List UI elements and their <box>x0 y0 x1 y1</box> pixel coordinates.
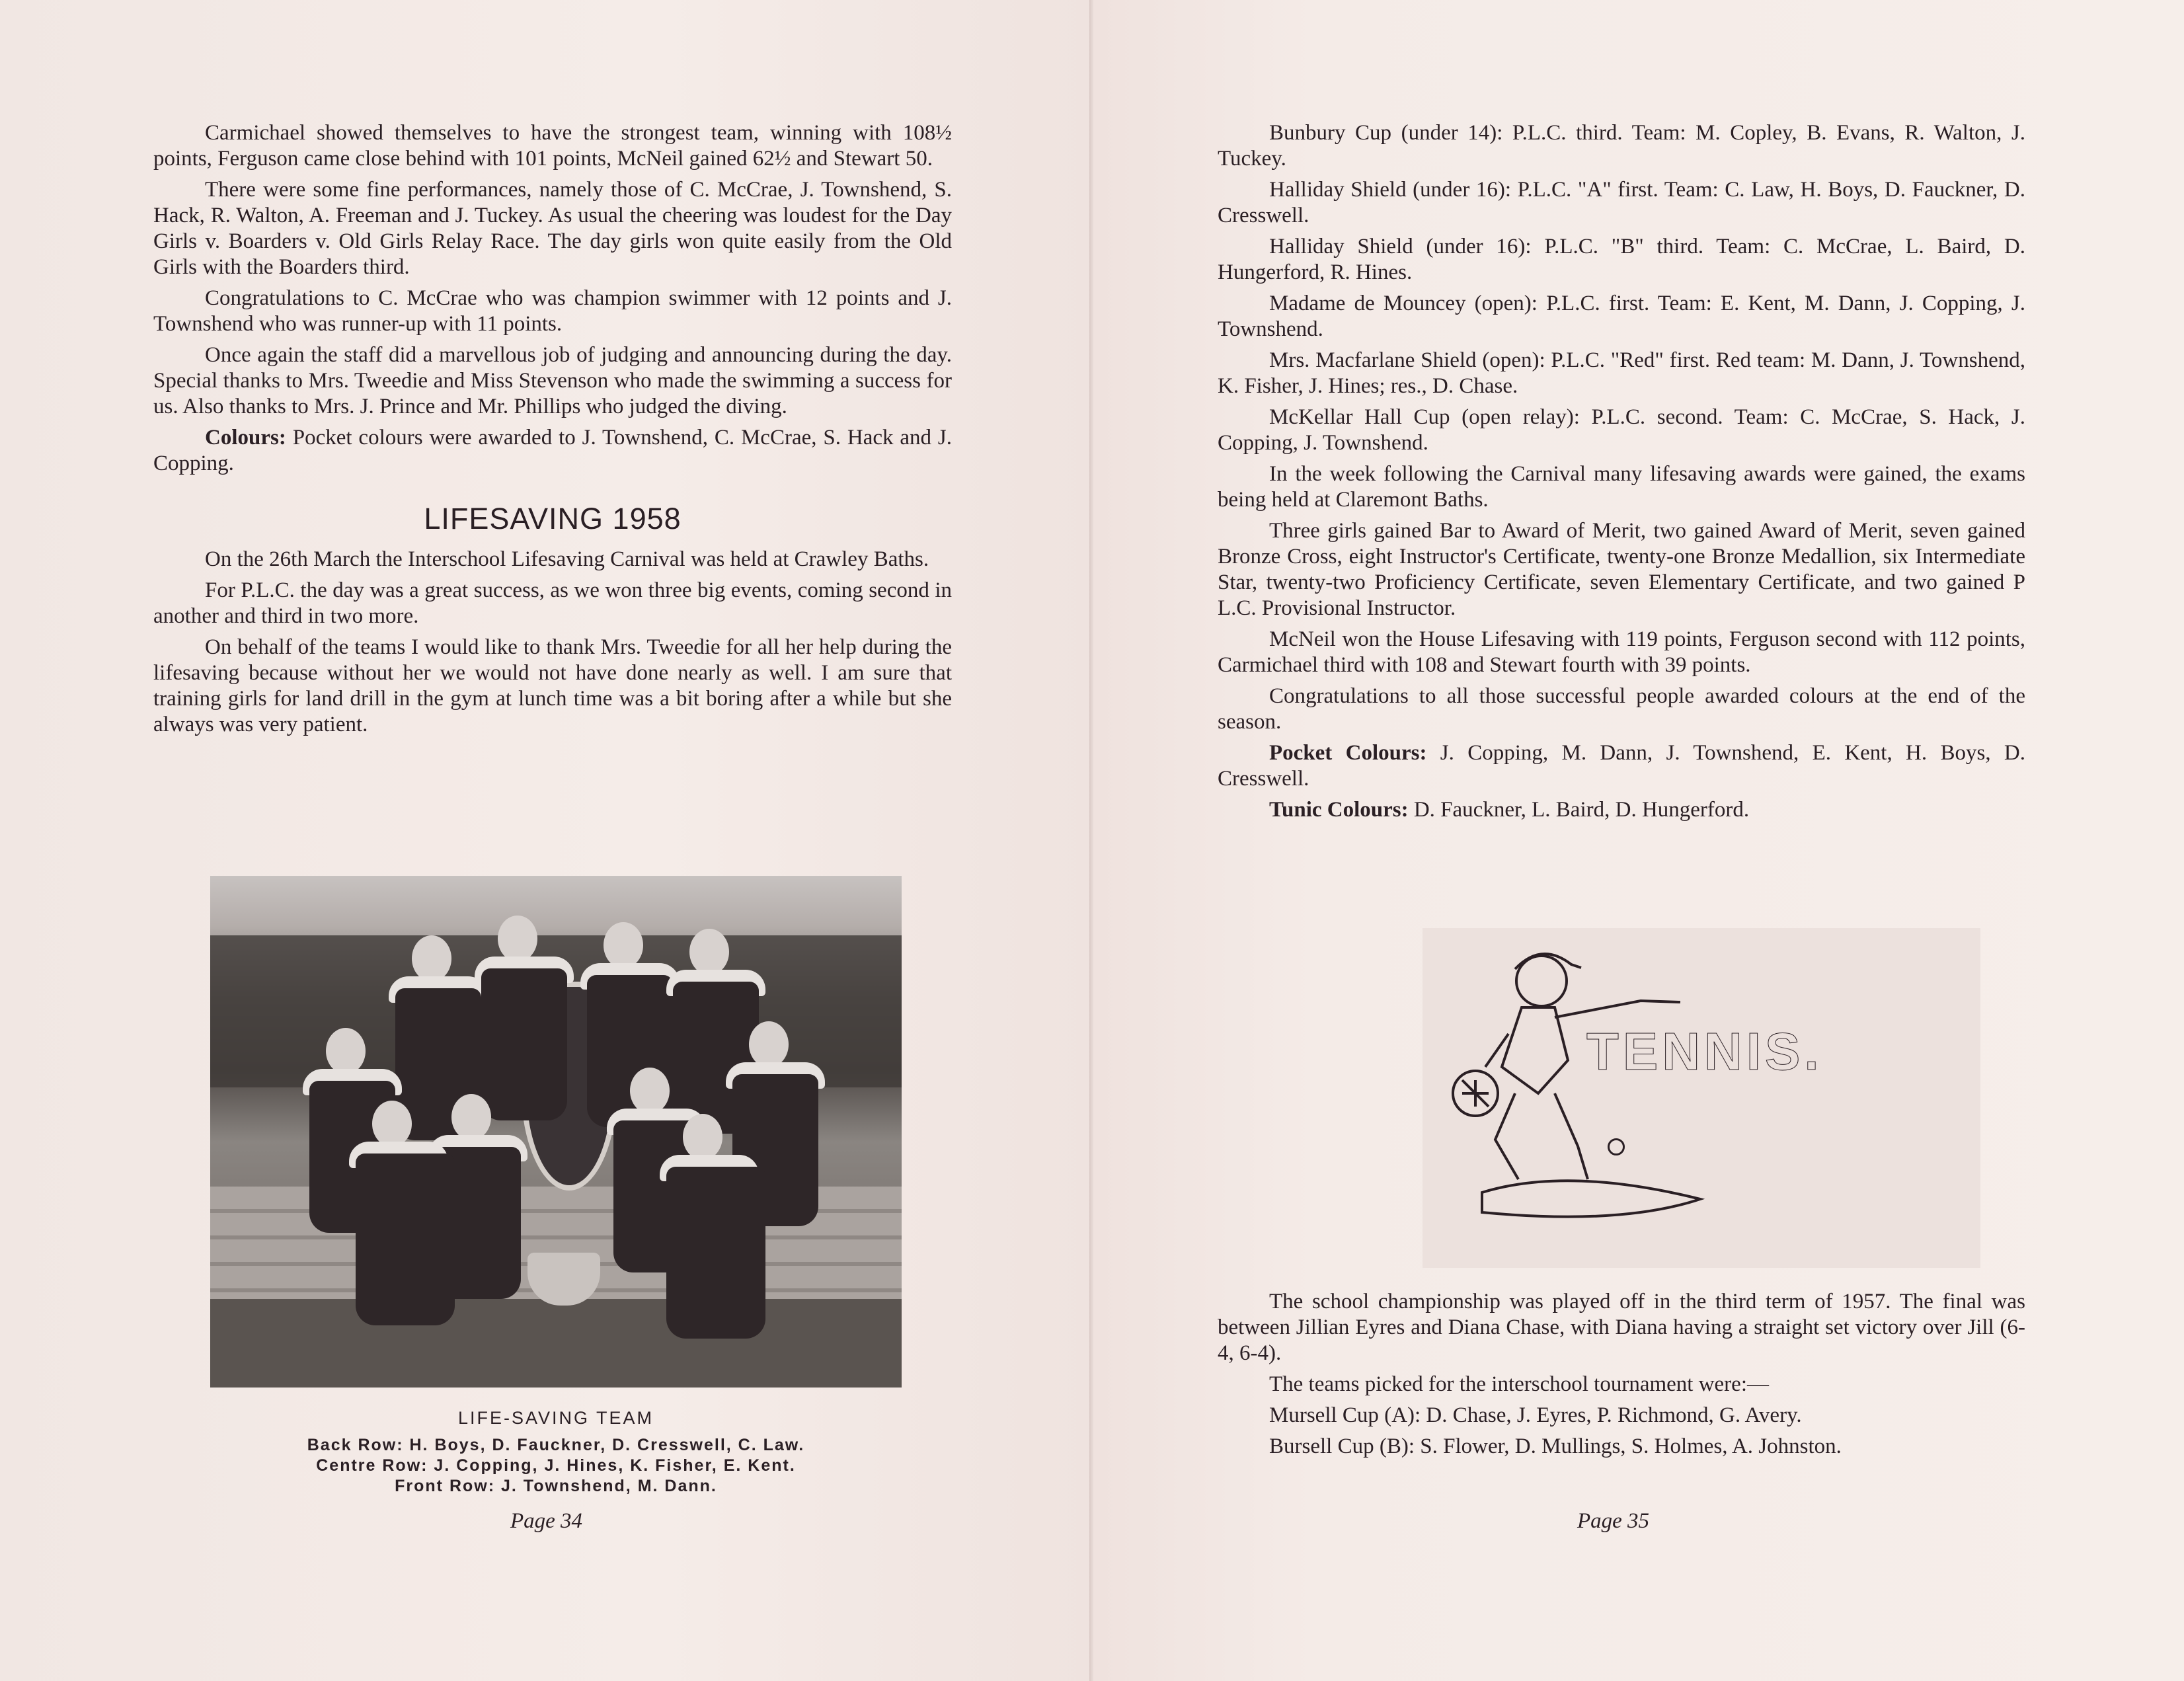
photo-caption <box>210 1408 902 1497</box>
page-number: Page 35 <box>1577 1509 1650 1533</box>
paragraph: The teams picked for the interschool tournament were:— <box>1269 1372 1769 1396</box>
paragraph: On the 26th March the Interschool Lifesaving Carnival was held at Crawley Baths. <box>205 547 929 571</box>
paragraph: Halliday Shield (under 16): P.L.C. "B" third. Team: C. McCrae, L. Baird, D. Hungerford, R. Hines. <box>1218 235 2025 284</box>
paragraph: Halliday Shield (under 16): P.L.C. "A" first. Team: C. Law, H. Boys, D. Fauckner, D. Cresswell. <box>1218 178 2025 227</box>
tennis-player-drawing <box>1423 928 1980 1268</box>
colours-text: Pocket colours were awarded to J. Townshend, C. McCrae, S. Hack and J. Copping. <box>153 426 952 475</box>
tennis-ball-icon <box>1608 1138 1625 1155</box>
pocket-colours-text: J. Copping, M. Dann, J. Townshend, E. Kent, H. Boys, D. Cresswell. <box>1218 741 2025 791</box>
tunic-colours-paragraph <box>1218 797 2025 823</box>
section-heading: LIFESAVING 1958 <box>424 502 682 535</box>
paragraph: Bursell Cup (B): S. Flower, D. Mullings, S. Holmes, A. Johnston. <box>1269 1434 1842 1458</box>
paragraph: McKellar Hall Cup (open relay): P.L.C. second. Team: C. McCrae, S. Hack, J. Copping, J. Townshend. <box>1218 405 2025 455</box>
paragraph: For P.L.C. the day was a great success, as we won three big events, coming second in another and third in two more. <box>153 578 952 628</box>
left-text-column <box>153 120 952 743</box>
team-photo <box>210 876 902 1388</box>
paragraph: Congratulations to all those successful people awarded colours at the end of the season. <box>1218 684 2025 734</box>
paragraph: McNeil won the House Lifesaving with 119 points, Ferguson second with 112 points, Carmichael third with 108 and Stewart fourth with 39 points. <box>1218 627 2025 677</box>
paragraph: Carmichael showed themselves to have the strongest team, winning with 108½ points, Ferguson came close behind with 101 points, McNeil gained 62½ and Stewart 50. <box>153 121 952 171</box>
paragraph: Mursell Cup (A): D. Chase, J. Eyres, P. Richmond, G. Avery. <box>1269 1403 1802 1427</box>
tennis-illustration <box>1423 928 1980 1268</box>
paragraph: Mrs. Macfarlane Shield (open): P.L.C. "Red" first. Red team: M. Dann, J. Townshend, K. Fisher, J. Hines; res., D. Chase. <box>1218 348 2025 398</box>
left-page <box>0 0 1091 1681</box>
paragraph: Once again the staff did a marvellous job of judging and announcing during the day. Special thanks to Mrs. Tweedie and Miss Stevenson who made the swimming a success for us. Also thanks to Mrs. J. Prince and Mr. Phillips who judged the diving. <box>153 343 952 418</box>
caption-title: LIFE-SAVING TEAM <box>457 1408 654 1428</box>
paragraph: On behalf of the teams I would like to thank Mrs. Tweedie for all her help during the lifesaving because without her we would not have done nearly as well. I am sure that training girls for land drill in the gym at lunch time was a bit boring after a while but she always was very patient. <box>153 635 952 736</box>
paragraph: There were some fine performances, namely those of C. McCrae, J. Townshend, S. Hack, R. Walton, A. Freeman and J. Tuckey. As usual the cheering was loudest for the Day Girls v. Boarders v. Old Girls Relay Race. The day girls won quite easily from the Old Girls with the Boarders third. <box>153 178 952 279</box>
paragraph: Congratulations to C. McCrae who was champion swimmer with 12 points and J. Townshend who was runner-up with 11 points. <box>153 286 952 336</box>
tennis-title: TENNIS. <box>1586 1022 1823 1081</box>
colours-paragraph <box>153 425 952 477</box>
page-number: Page 34 <box>510 1509 583 1533</box>
paragraph: Bunbury Cup (under 14): P.L.C. third. Team: M. Copley, B. Evans, R. Walton, J. Tuckey. <box>1218 121 2025 171</box>
tunic-colours-label: Tunic Colours: <box>1269 798 1409 822</box>
caption-line: Front Row: J. Townshend, M. Dann. <box>395 1477 717 1495</box>
paragraph: Three girls gained Bar to Award of Merit, two gained Award of Merit, seven gained Bronze Cross, eight Instructor's Certificate, twenty-one Bronze Medallion, six Intermediate Star, twenty-two Proficiency Certificate, seven Elementary Certificate, and two gained P L.C. Provisional Instructor. <box>1218 519 2025 620</box>
right-text-column <box>1218 120 2025 828</box>
caption-line: Back Row: H. Boys, D. Fauckner, D. Cresswell, C. Law. <box>307 1436 805 1454</box>
pocket-colours-label: Pocket Colours: <box>1269 741 1427 765</box>
caption-line: Centre Row: J. Copping, J. Hines, K. Fisher, E. Kent. <box>316 1456 796 1475</box>
paragraph: Madame de Mouncey (open): P.L.C. first. Team: E. Kent, M. Dann, J. Copping, J. Townshend. <box>1218 292 2025 341</box>
paragraph: The school championship was played off in the third term of 1957. The final was between Jillian Eyres and Diana Chase, with Diana having a straight set victory over Jill (6-4, 6-4). <box>1218 1290 2025 1365</box>
photo-lawn <box>210 1299 902 1388</box>
tunic-colours-text: D. Fauckner, L. Baird, D. Hungerford. <box>1408 798 1750 822</box>
tennis-text-column <box>1218 1289 2025 1465</box>
colours-label: Colours: <box>205 426 286 450</box>
pocket-colours-paragraph <box>1218 740 2025 792</box>
paragraph: In the week following the Carnival many lifesaving awards were gained, the exams being held at Claremont Baths. <box>1218 462 2025 512</box>
